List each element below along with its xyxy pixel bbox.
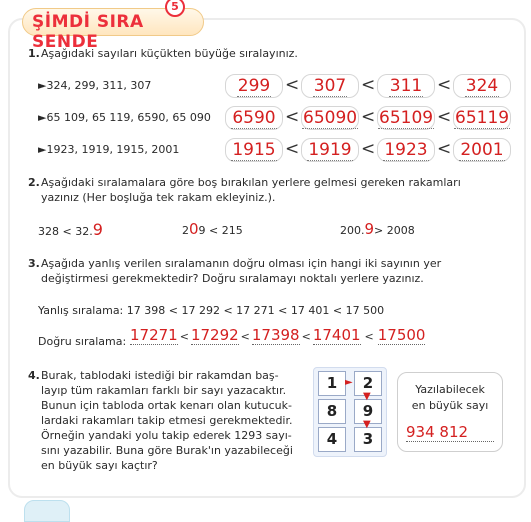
q1-row1-answer-4[interactable]: 324 (453, 74, 511, 98)
q3-correct-answer-4[interactable]: 17401 (312, 326, 361, 344)
less-than-sign: < (361, 75, 376, 95)
q3-instruction-line2: değiştirmesi gerekmektedir? Doğru sıralamayı noktalı yerlere yazınız. (41, 272, 424, 285)
q4-line7: en büyük sayı kaçtır? (41, 459, 158, 472)
q4-line5: Örneğin yandaki yolu takip ederek 1293 sayı- (41, 429, 292, 442)
less-than-sign: < (361, 139, 376, 159)
q3-correct-label: Doğru sıralama: (38, 335, 127, 348)
less-than-sign: < (285, 75, 300, 95)
q4-line2: layıp tüm rakamları farklı bir sayı yazacaktır. (41, 384, 287, 397)
q2-item2-text-before: 2 (182, 224, 189, 237)
q4-line1: Burak, tablodaki istediği bir rakamdan baş- (41, 369, 279, 382)
q3-instruction-line1: Aşağıda yanlış verilen sıralamanın doğru olması için hangi iki sayının yer (41, 257, 442, 270)
q3-number: 3. (28, 257, 40, 270)
q1-row3-answer-2[interactable]: 1919 (301, 138, 359, 162)
q4-line3: Bunun için tabloda ortak kenarı olan kutucuk- (41, 399, 292, 412)
less-than-sign: < (240, 330, 250, 343)
arrow-right-icon: ► (345, 377, 353, 388)
q4-line6: sını yazabilir. Buna göre Burak'ın yazabileceği (41, 444, 293, 457)
q2-item1-text: 328 < 32. (38, 225, 93, 238)
q2-item3-text-after: > 2008 (374, 224, 415, 237)
grid-cell: 1 (318, 371, 346, 396)
q3-wrong-value: 17 398 < 17 292 < 17 271 < 17 401 < 17 500 (126, 304, 385, 317)
less-than-sign: < (361, 107, 376, 127)
less-than-sign: < (437, 139, 452, 159)
q1-instruction: Aşağıdaki sayıları küçükten büyüğe sıralayınız. (41, 47, 298, 60)
arrow-down-icon: ▼ (363, 391, 371, 402)
q1-row3-prompt: ►1923, 1919, 1915, 2001 (38, 143, 180, 156)
q1-row1-answer-3[interactable]: 311 (377, 74, 435, 98)
q1-row3-answer-4[interactable]: 2001 (453, 138, 511, 162)
q2-item1-answer[interactable]: 9 (92, 220, 103, 239)
less-than-sign: < (364, 330, 374, 343)
activity-number-badge: 5 (165, 0, 185, 17)
q3-wrong-order (38, 303, 384, 318)
q4-number: 4. (28, 369, 40, 382)
answer-box (397, 372, 503, 452)
less-than-sign: < (285, 139, 300, 159)
answer-box-value[interactable]: 934 812 (406, 423, 494, 442)
q1-row2-answer-3[interactable]: 65109 (379, 108, 434, 128)
grid-cell: 9 (354, 399, 382, 424)
q2-instruction-line2: yazınız (Her boşluğa tek rakam ekleyiniz.). (41, 191, 276, 204)
q2-item3 (340, 222, 415, 238)
q1-row2-answer-4[interactable]: 65119 (455, 108, 510, 128)
grid-cell: 8 (318, 399, 346, 424)
q1-row3-answer-1[interactable]: 1915 (225, 138, 283, 162)
q1-row1-answer-2[interactable]: 307 (301, 74, 359, 98)
q2-item1 (38, 222, 103, 239)
q3-correct-order (130, 324, 425, 348)
arrow-down-icon: ▼ (363, 419, 371, 430)
q2-item2 (182, 222, 243, 238)
q1-row2-answer-2[interactable]: 65090 (303, 108, 358, 128)
q2-number: 2. (28, 176, 40, 189)
less-than-sign: < (301, 330, 311, 343)
less-than-sign: < (179, 330, 189, 343)
less-than-sign: < (437, 107, 452, 127)
q2-item2-answer[interactable]: 0 (189, 220, 199, 238)
q3-correct-answer-2[interactable]: 17292 (190, 326, 239, 344)
answer-box-title-line1: Yazılabilecek (415, 383, 485, 396)
q1-row1-answer-1[interactable]: 299 (225, 74, 283, 98)
grid-cell: 4 (318, 427, 346, 452)
grid-cell: 3 (354, 427, 382, 452)
q1-number: 1. (28, 47, 40, 60)
grid-cell: 2 (354, 371, 382, 396)
q1-row2-prompt: ►65 109, 65 119, 6590, 65 090 (38, 111, 211, 124)
section-banner (22, 0, 202, 52)
q1-row3-answer-3[interactable]: 1923 (377, 138, 435, 162)
less-than-sign: < (437, 75, 452, 95)
q2-item2-text-after: 9 < 215 (198, 224, 243, 237)
q2-item3-answer[interactable]: 9 (364, 220, 375, 238)
q3-correct-answer-3[interactable]: 17398 (251, 326, 300, 344)
less-than-sign: < (285, 107, 300, 127)
banner-title: ŞİMDİ SIRA SENDE (32, 12, 144, 52)
bottom-decoration (24, 500, 70, 522)
q2-instruction-line1: Aşağıdaki sıralamalara göre boş bırakılan yerlere gelmesi gereken rakamları (41, 176, 461, 189)
digit-grid (313, 367, 387, 457)
q4-line4: lardaki rakamları takip etmesi gerekmektedir. (41, 414, 293, 427)
q3-correct-answer-5[interactable]: 17500 (377, 326, 426, 344)
q1-row2-answer-1[interactable]: 6590 (225, 106, 283, 130)
q3-wrong-label: Yanlış sıralama: (38, 304, 124, 317)
q1-row1-prompt: ►324, 299, 311, 307 (38, 79, 152, 92)
q2-item3-text-before: 200. (340, 224, 365, 237)
answer-box-title-line2: en büyük sayı (411, 399, 489, 412)
q3-correct-answer-1[interactable]: 17271 (130, 326, 178, 344)
